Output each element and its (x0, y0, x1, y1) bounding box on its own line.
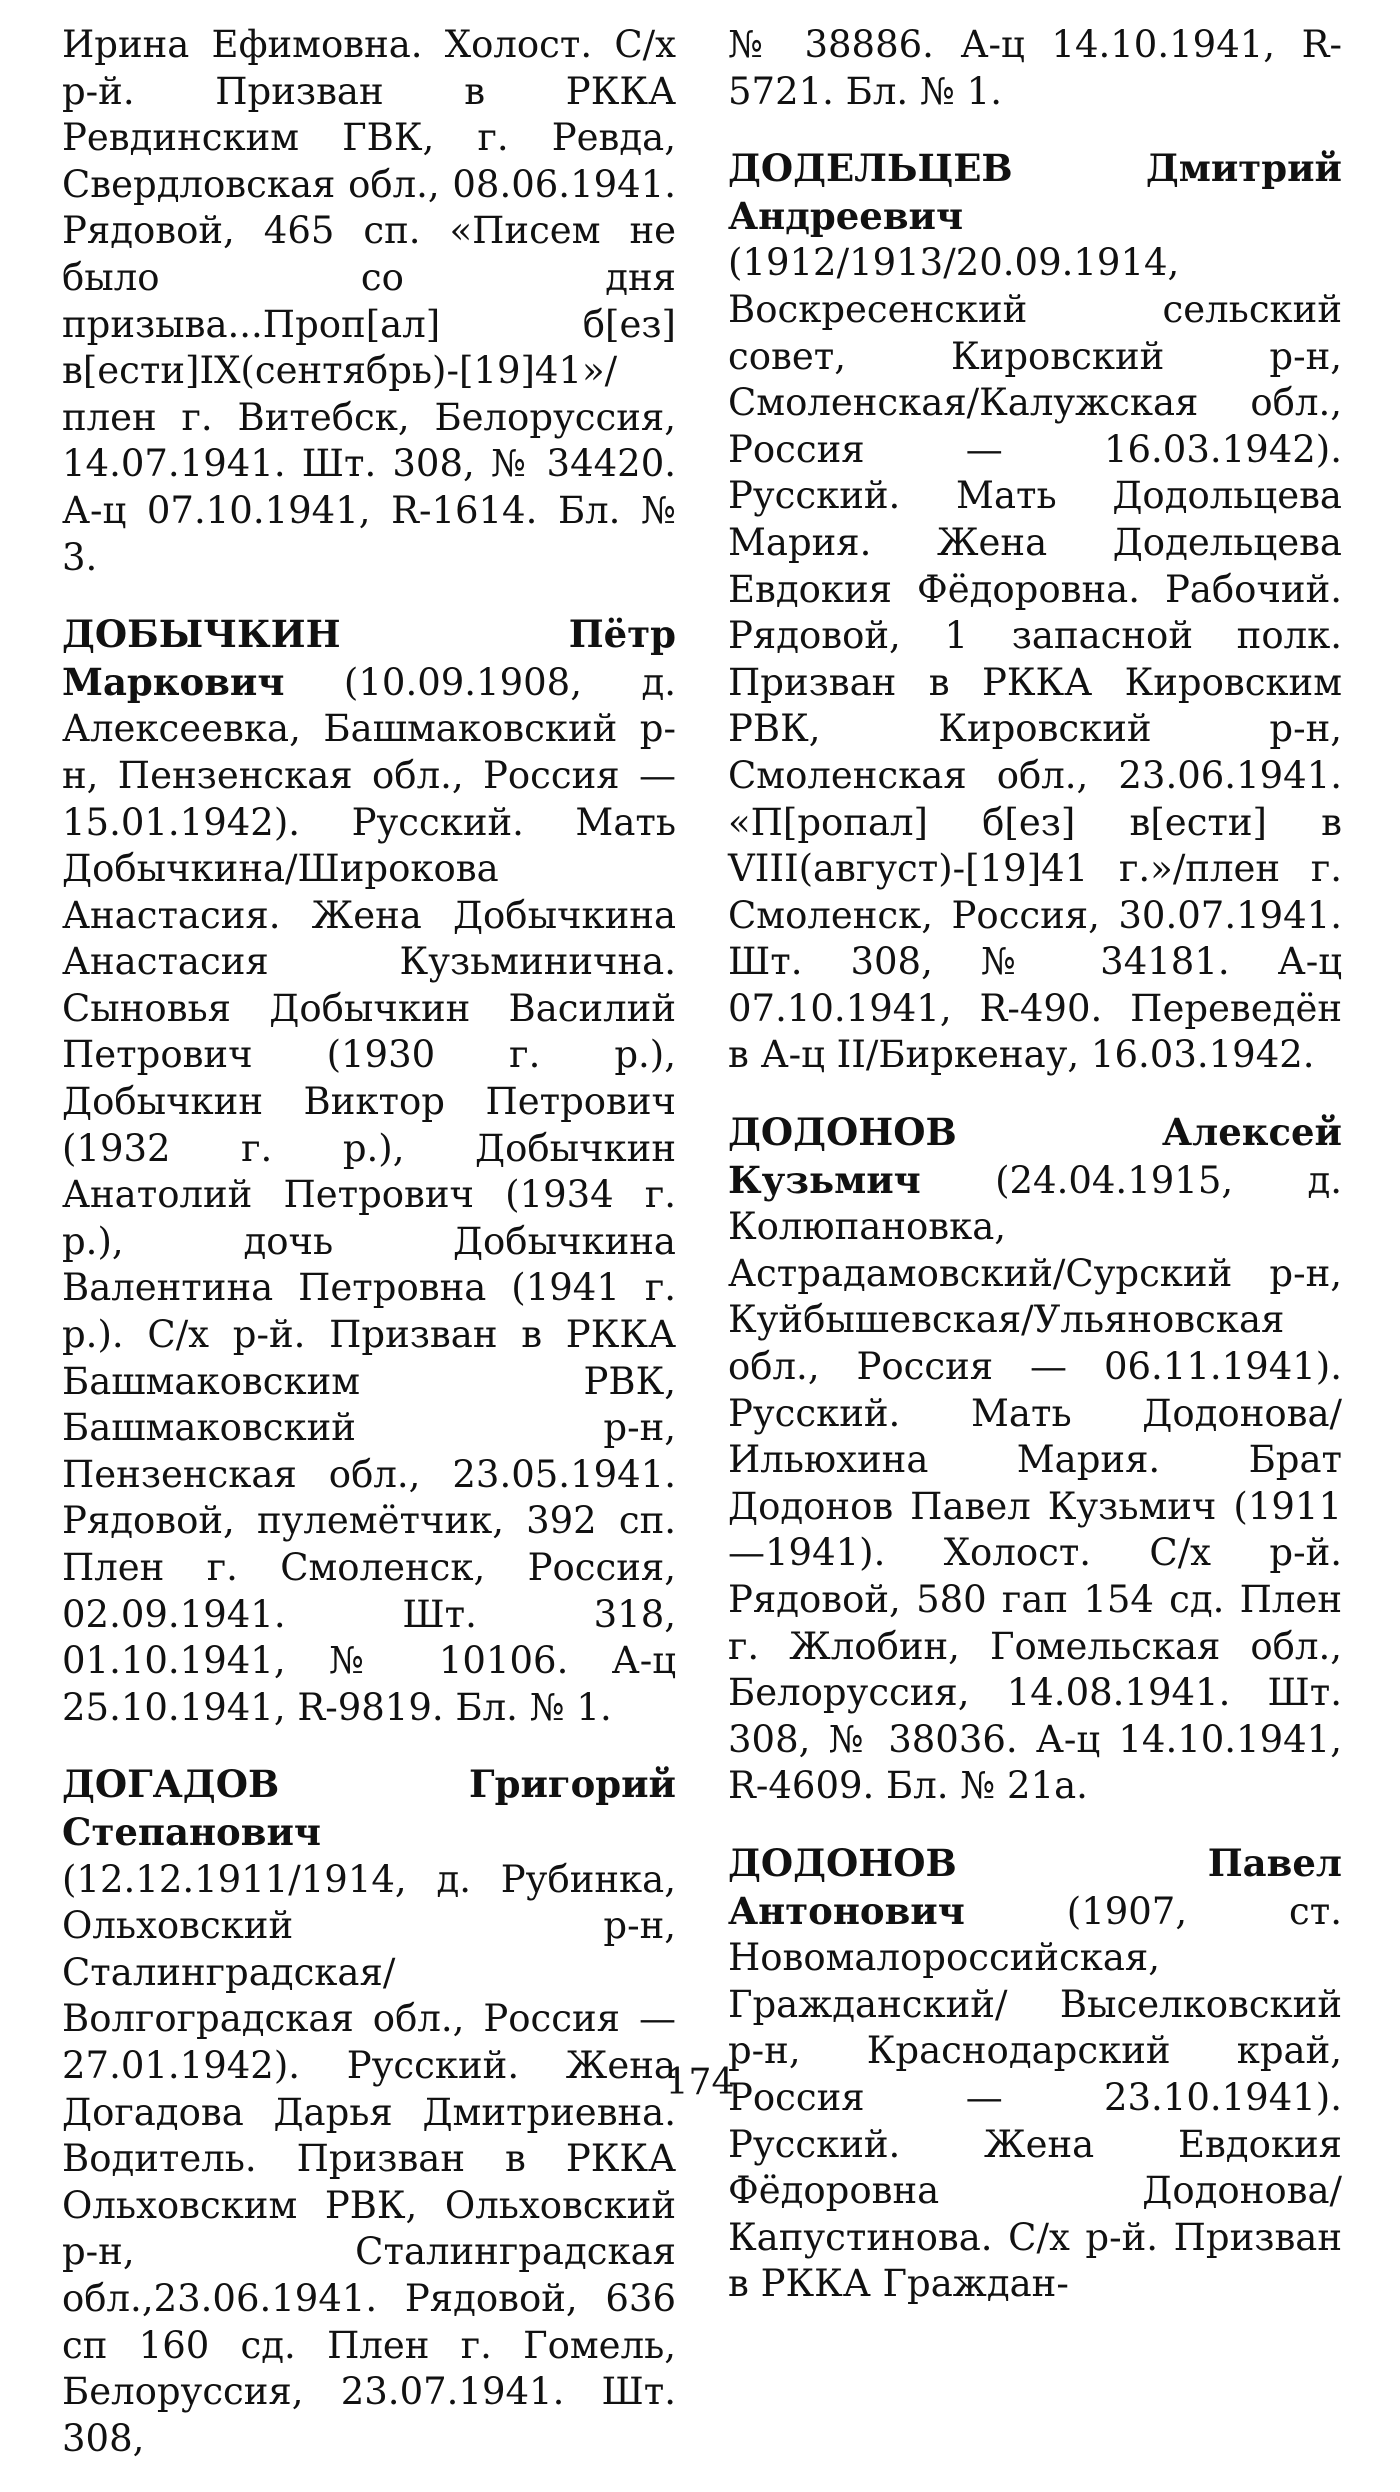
entry-dobychkin (62, 611, 676, 1731)
entry-name: ДОДОНОВ Павел Антонович (728, 1840, 1342, 1933)
entry-dodeltsev (728, 145, 1342, 1079)
entry-text: (12.12.1911/1914, д. Рубинка, Ольховский р-н, Сталинградская/Волгоградская обл., Россия — 27.01.1942). Русский. Жена Догадова Дарья Дмитриевна. Водитель. Призван в РККА Ольховским РВК, Ольховский р-н, Сталинградская обл.,23.06.1941. Рядовой, 636 сп 160 сд. Плен г. Гомель, Белоруссия, 23.07.1941. Шт. 308, (62, 1857, 676, 2460)
entry-dogadov (62, 1761, 676, 2462)
entry-text: № 38886. А-ц 14.10.1941, R-5721. Бл. № 1. (728, 23, 1342, 113)
entry-text: (24.04.1915, д. Колюпановка, Астрадамовский/Сурский р-н, Куйбышевская/Ульяновская обл., Россия — 06.11.1941). Русский. Мать Додонова/Ильюхина Мария. Брат Додонов Павел Кузьмич (1911—1941). Холост. С/х р-й. Рядовой, 580 гап 154 сд. Плен г. Жлобин, Гомельская обл., Белоруссия, 14.08.1941. Шт. 308, № 38036. А-ц 14.10.1941, R-4609. Бл. № 21а. (728, 1158, 1342, 1808)
page-number: 174 (665, 2062, 735, 2103)
entry-text: (1912/1913/20.09.1914, Воскресенский сельский совет, Кировский р-н, Смоленская/Калужская обл., Россия — 16.03.1942). Русский. Мать Додольцева Мария. Жена Додельцева Евдокия Фёдоровна. Рабочий. Рядовой, 1 запасной полк. Призван в РККА Кировским РВК, Кировский р-н, Смоленская обл., 23.06.1941. «П[ропал] б[ез] в[ести] в VIII(август)-[19]41 г.»/плен г. Смоленск, Россия, 30.07.1941. Шт. 308, № 34181. А-ц 07.10.1941, R-490. Переведён в А-ц II/Биркенау, 16.03.1942. (728, 241, 1342, 1077)
entry-name: ДОДЕЛЬЦЕВ Дмитрий Андреевич (728, 146, 1342, 238)
entry-text: (10.09.1908, д. Алексеевка, Башмаковский р-н, Пензенская обл., Россия — 15.01.1942). Русский. Мать Добычкина/Широкова Анастасия. Жена Добычкина Анастасия Кузьминична. Сыновья Добычкин Василий Петрович (1930 г. р.), Добычкин Виктор Петрович (1932 г. р.), Добычкин Анатолий Петрович (1934 г. р.), дочь Добычкина Валентина Петровна (1941 г. р.). С/х р-й. Призван в РККА Башмаковским РВК, Башмаковский р-н, Пензенская обл., 23.05.1941. Рядовой, пулемётчик, 392 сп. Плен г. Смоленск, Россия, 02.09.1941. Шт. 318, 01.10.1941, № 10106. А-ц 25.10.1941, R-9819. Бл. № 1. (62, 660, 676, 1729)
entry-name: ДОБЫЧКИН Пётр Маркович (62, 612, 676, 704)
entry-dodonov-aleksey (728, 1109, 1342, 1810)
right-column (728, 22, 1342, 2338)
entry-name: ДОДОНОВ Алексей Кузьмич (728, 1110, 1342, 1202)
entry-text: (1907, ст. Новомалороссийская, Гражданский/ Выселковский р-н, Краснодарский край, Россия — 23.10.1941). Русский. Жена Евдокия Фёдоровна Додонова/Капустинова. С/х р-й. Призван в РККА Граждан- (728, 1889, 1342, 2306)
left-column (62, 22, 676, 2492)
entry-name: ДОГАДОВ Григорий Степанович (62, 1762, 676, 1854)
entry-text: Ирина Ефимовна. Холост. С/х р-й. Призван в РККА Ревдинским ГВК, г. Ревда, Свердловская обл., 08.06.1941. Рядовой, 465 сп. «Писем не было со дня призыва...Проп[ал] б[ез] в[ести]IX(сентябрь)-[19]41»/плен г. Витебск, Белоруссия, 14.07.1941. Шт. 308, № 34420. А-ц 07.10.1941, R-1614. Бл. № 3. (62, 23, 676, 579)
entry-continuation (62, 22, 676, 581)
entry-continuation (728, 22, 1342, 115)
